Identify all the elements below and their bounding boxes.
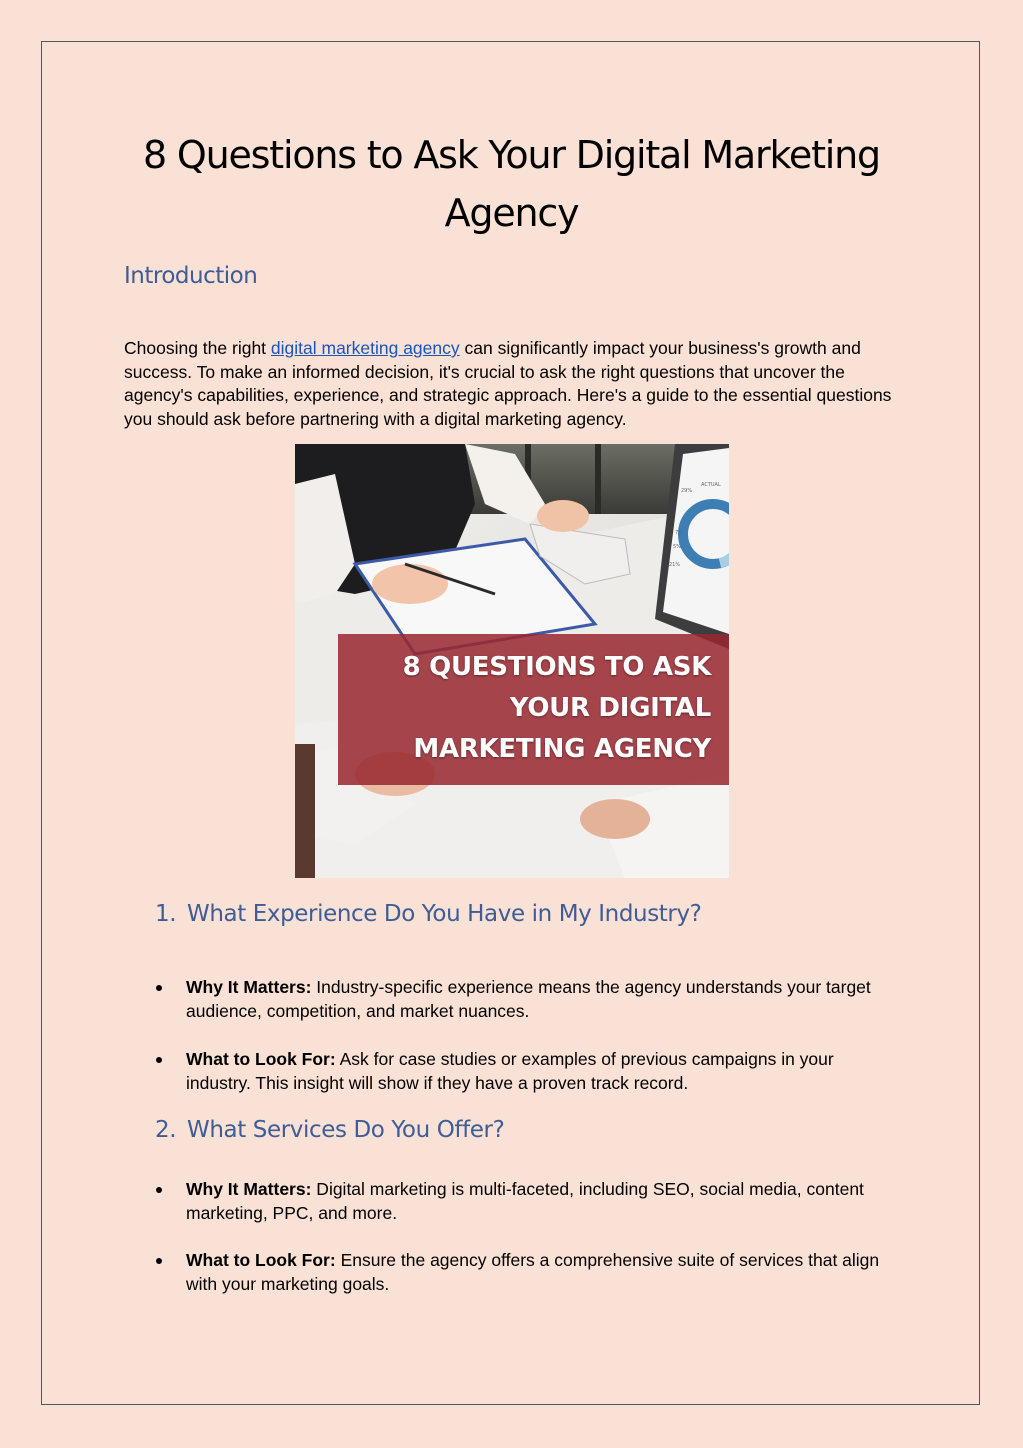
hero-image bbox=[295, 444, 729, 878]
bullet-label: What to Look For: bbox=[186, 1049, 336, 1069]
section-number: 1. bbox=[155, 901, 177, 927]
banner-line-2: YOUR DIGITAL bbox=[509, 693, 711, 723]
laptop-label: 21% bbox=[669, 562, 681, 568]
laptop-label: 5% bbox=[673, 544, 681, 550]
bullet-item bbox=[186, 1048, 901, 1095]
laptop-label: 7% bbox=[675, 530, 683, 536]
bullet-label: What to Look For: bbox=[186, 1250, 336, 1270]
banner-line-1: 8 QUESTIONS TO ASK bbox=[402, 652, 711, 682]
bullet-item bbox=[186, 1178, 901, 1225]
bullet-text: Industry-specific experience means the agency understands your target audience, competition, and market nuances. bbox=[186, 977, 871, 1021]
bullet-label: Why It Matters: bbox=[186, 977, 312, 997]
section-1-heading bbox=[155, 901, 701, 927]
hero-banner bbox=[338, 634, 729, 785]
bullet-label: Why It Matters: bbox=[186, 1179, 312, 1199]
bullet-item bbox=[186, 976, 901, 1023]
intro-heading: Introduction bbox=[124, 263, 258, 289]
intro-paragraph bbox=[124, 337, 904, 431]
bullet-text: Ask for case studies or examples of previous campaigns in your industry. This insight will show if they have a proven track record. bbox=[186, 1049, 834, 1093]
banner-line-3: MARKETING AGENCY bbox=[413, 734, 711, 764]
section-title: What Experience Do You Have in My Industry? bbox=[187, 901, 702, 927]
bullet-text: Ensure the agency offers a comprehensive suite of services that align with your marketing goals. bbox=[186, 1250, 880, 1294]
intro-text-start: Choosing the right bbox=[124, 338, 271, 358]
digital-marketing-agency-link[interactable]: digital marketing agency bbox=[270, 338, 460, 358]
section-number: 2. bbox=[155, 1117, 177, 1143]
intro-text-end: can significantly impact your business's growth and success. To make an informed decision, it's crucial to ask the right questions that uncover the agency's capabilities, experience, and strategic approach. Here's a guide to the essential questions you should ask before partnering with a digital marketing agency. bbox=[124, 338, 892, 429]
document-title: 8 Questions to Ask Your Digital Marketing Agency bbox=[143, 133, 880, 235]
bullet-text: Digital marketing is multi-faceted, including SEO, social media, content marketing, PPC, and more. bbox=[186, 1179, 864, 1223]
laptop-label: 29% bbox=[681, 488, 693, 494]
section-title: What Services Do You Offer? bbox=[187, 1117, 505, 1143]
laptop-label: ACTUAL bbox=[701, 482, 721, 488]
bullet-item bbox=[186, 1249, 901, 1296]
section-2-heading bbox=[155, 1117, 504, 1143]
